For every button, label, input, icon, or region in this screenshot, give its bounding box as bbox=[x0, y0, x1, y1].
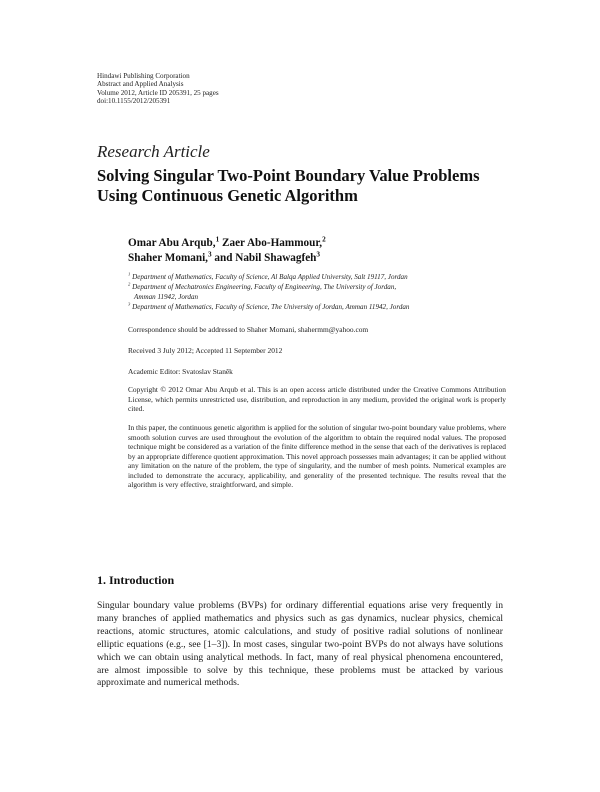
affiliation-text: Department of Mathematics, Faculty of Science, The University of Jordan, Amman 11942, Jordan bbox=[130, 303, 410, 311]
affiliation-3 bbox=[128, 302, 508, 312]
affiliation-marker: 1 bbox=[215, 235, 220, 244]
author-name: Zaer Abo-Hammour, bbox=[219, 237, 323, 249]
affiliation-2-continued: Amman 11942, Jordan bbox=[134, 293, 199, 301]
academic-editor: Academic Editor: Svatoslav Staněk bbox=[128, 367, 233, 376]
abstract: In this paper, the continuous genetic algorithm is applied for the solution of singular two-point boundary value problems, where smooth solution curves are used throughout the evolution of the algorithm to obtain the required nodal values. The proposed technique might be considered as a variation of the finite difference method in the sense that each of the derivatives is replaced by an appropriate difference quotient approximation. This novel approach possesses main advantages; it can be applied without any limitation on the nature of the problem, the type of singularity, and the number of mesh points. Numerical examples are included to demonstrate the accuracy, applicability, and generality of the presented technique. The results reveal that the algorithm is very effective, straightforward, and simple. bbox=[128, 423, 506, 489]
journal-header bbox=[97, 72, 219, 106]
affiliation-marker: 3 bbox=[316, 250, 321, 259]
publisher-name: Hindawi Publishing Corporation bbox=[97, 72, 190, 80]
paragraph-text: ]). In most cases, singular two-point BVPs do not always have solutions which we can obtain using analytical methods. In fact, many of real physical phenomena encountered, are almost impossible to solve by this technique, these problems must be attacked by various approximate and numerical methods. bbox=[97, 638, 503, 689]
section-heading-introduction: 1. Introduction bbox=[97, 573, 175, 587]
author-line-2 bbox=[128, 251, 508, 266]
copyright-notice: Copyright © 2012 Omar Abu Arqub et al. This is an open access article distributed under the Creative Commons Attribution License, which permits unrestricted use, distribution, and reproduction in any medium, provided the original work is properly cited. bbox=[128, 385, 506, 413]
affiliation-text: Department of Mechatronics Engineering, Faculty of Engineering, The University of Jordan, bbox=[130, 283, 397, 291]
correspondence-email-link[interactable]: shahermm@yahoo.com bbox=[297, 325, 369, 334]
received-accepted-dates: Received 3 July 2012; Accepted 11 September 2012 bbox=[128, 346, 283, 355]
volume-info: Volume 2012, Article ID 205391, 25 pages bbox=[97, 88, 219, 97]
author-name: Shaher Momani, bbox=[128, 252, 208, 264]
paper-title: Solving Singular Two-Point Boundary Value Problems Using Continuous Genetic Algorithm bbox=[97, 166, 480, 205]
affiliation-marker: 2 bbox=[322, 235, 326, 244]
introduction-paragraph bbox=[97, 600, 503, 690]
affiliation-marker: 3 bbox=[207, 250, 212, 259]
doi[interactable]: doi:10.1155/2012/205391 bbox=[97, 97, 171, 106]
journal-name: Abstract and Applied Analysis bbox=[97, 80, 184, 89]
author-line-1 bbox=[128, 236, 508, 251]
affiliation-number: 1 bbox=[128, 271, 131, 277]
author-name: Omar Abu Arqub, bbox=[128, 237, 216, 249]
affiliation-1 bbox=[128, 272, 508, 282]
affiliations bbox=[128, 272, 508, 312]
article-type: Research Article bbox=[97, 142, 210, 161]
author-name: and Nabil Shawagfeh bbox=[211, 252, 317, 264]
correspondence bbox=[128, 325, 506, 335]
affiliation-2 bbox=[128, 282, 508, 292]
citation-link[interactable]: 1–3 bbox=[206, 638, 222, 650]
affiliation-text: Department of Mathematics, Faculty of Science, Al Balqa Applied University, Salt 19117, Jordan bbox=[130, 273, 408, 281]
author-list bbox=[128, 236, 508, 266]
paragraph-text: Singular boundary value problems (BVPs) for ordinary differential equations arise very frequently in many branches of applied mathematics and physics such as gas dynamics, nuclear physics, chemical reactions, atomic structures, atomic calculations, and study of positive radial solutions of nonlinear elliptic equations (e.g., see [ bbox=[97, 600, 503, 650]
correspondence-text: Correspondence should be addressed to Shaher Momani, bbox=[128, 325, 298, 334]
affiliation-number: 2 bbox=[128, 281, 131, 287]
affiliation-number: 3 bbox=[128, 301, 131, 307]
